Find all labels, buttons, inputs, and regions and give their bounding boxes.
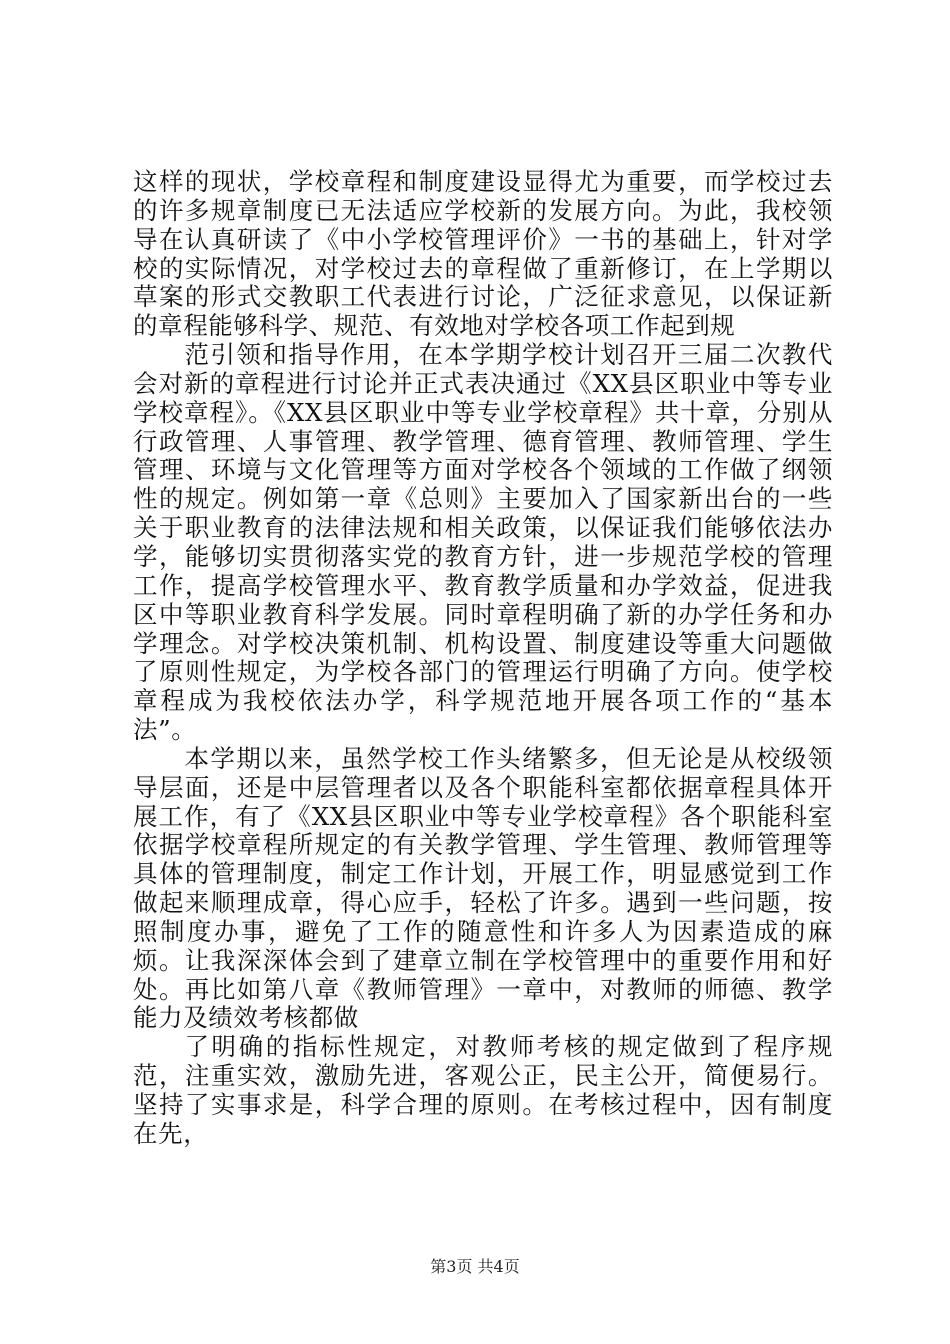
page-footer: 第3页 共4页 bbox=[430, 1257, 520, 1276]
paragraph-1: 这样的现状，学校章程和制度建设显得尤为重要，而学校过去的许多规章制度已无法适应学校新的发展方向。为此，我校领导在认真研读了《中小学校管理评价》一书的基础上，针对学校的实际情况，对学校过去的章程做了重新修订，在上学期以草案的形式交教职工代表进行讨论，广泛征求意见，以保证新的章程能够科学、规范、有效地对学校各项工作起到规 bbox=[133, 167, 833, 341]
document-body bbox=[133, 168, 833, 1149]
paragraph-2: 范引领和指导作用，在本学期学校计划召开三届二次教代会对新的章程进行讨论并正式表决通过《XX县区职业中等专业学校章程》。《XX县区职业中等专业学校章程》共十章，分别从行政管理、人事管理、教学管理、德育管理、教师管理、学生管理、环境与文化管理等方面对学校各个领域的工作做了纲领性的规定。例如第一章《总则》主要加入了国家新出台的一些关于职业教育的法律法规和相关政策，以保证我们能够依法办学，能够切实贯彻落实党的教育方针，进一步规范学校的管理工作，提高学校管理水平、教育教学质量和办学效益，促进我区中等职业教育科学发展。同时章程明确了新的办学任务和办学理念。对学校决策机制、机构设置、制度建设等重大问题做了原则性规定，为学校各部门的管理运行明确了方向。使学校章程成为我校依法办学，科学规范地开展各项工作的“基本法”。 bbox=[133, 340, 833, 745]
paragraph-3: 本学期以来，虽然学校工作头绪繁多，但无论是从校级领导层面，还是中层管理者以及各个职能科室都依据章程具体开展工作，有了《XX县区职业中等专业学校章程》各个职能科室依据学校章程所规定的有关教学管理、学生管理、教师管理等具体的管理制度，制定工作计划，开展工作，明显感觉到工作做起来顺理成章，得心应手，轻松了许多。遇到一些问题，按照制度办事，避免了工作的随意性和许多人为因素造成的麻烦。让我深深体会到了建章立制在学校管理中的重要作用和好处。再比如第八章《教师管理》一章中，对教师的师德、教学能力及绩效考核都做 bbox=[133, 743, 833, 1033]
paragraph-4: 了明确的指标性规定，对教师考核的规定做到了程序规范，注重实效，激励先进，客观公正，民主公开，简便易行。坚持了实事求是，科学合理的原则。在考核过程中，因有制度在先， bbox=[133, 1032, 833, 1148]
